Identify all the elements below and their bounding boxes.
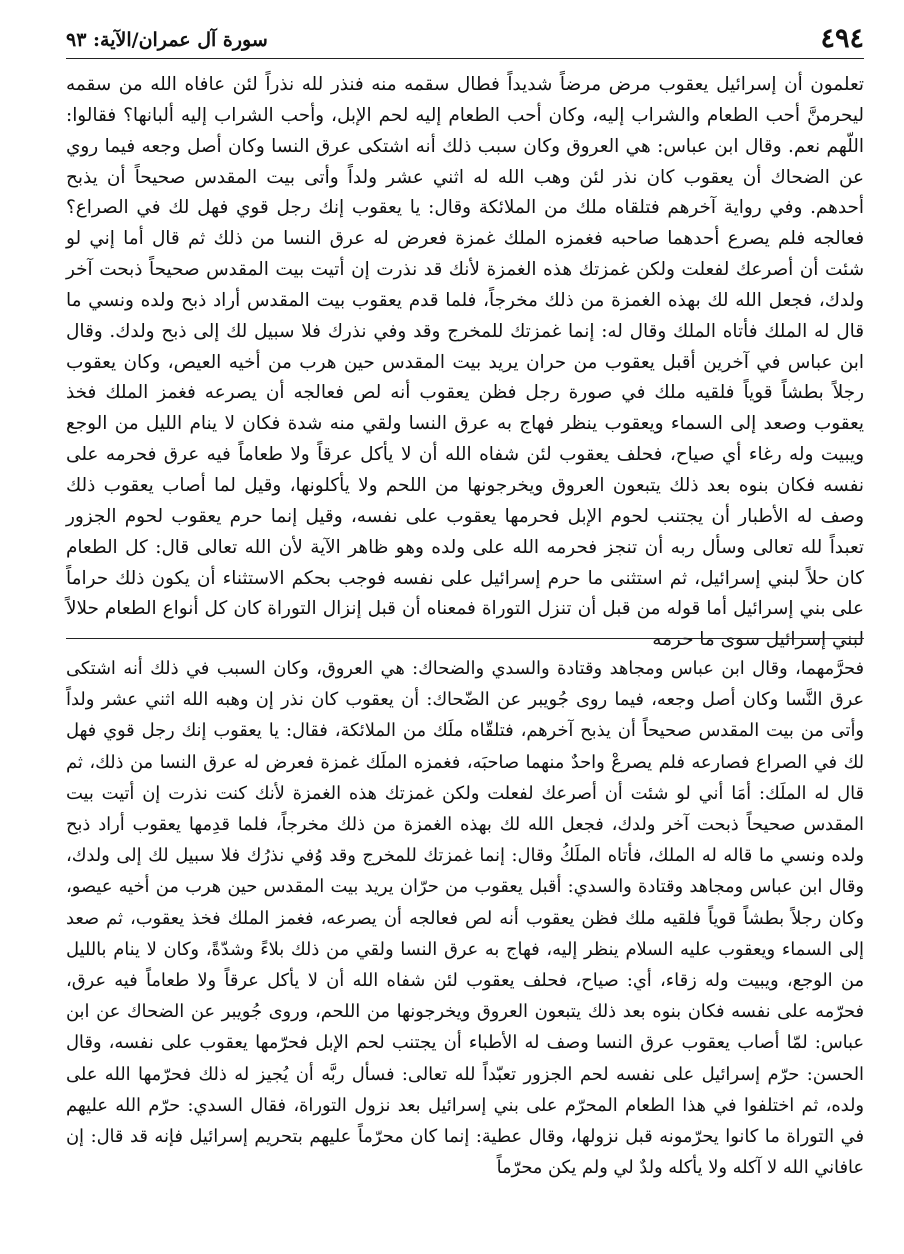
main-paragraph: تعلمون أن إسرائيل يعقوب مرض مرضاً شديداً فطال سقمه منه فنذر لله نذراً لئن عافاه الله من سقمه ليحرمنَّ أحب الطعام والشراب إليه، وكان أحب الطعام إليه لحم الإبل، وأحب الشراب إليه ألبانها؟ فقالوا: اللّهم نعم. وقال ابن عباس: هي العروق وكان سبب ذلك أنه اشتكى عرق النسا وكان أصل وجعه فيما روي عن الضحاك أن يعقوب كان نذر لئن وهب الله له اثني عشر ولداً وأتى بيت المقدس صحيحاً أن يذبح أحدهم. وفي رواية آخرهم فتلقاه ملك من الملائكة وقال: يا يعقوب إنك رجل قوي فهل لك في الصراع؟ فعالجه فلم يصرع أحدهما صاحبه فغمزه الملك غمزة فعرض له عرق النسا من ذلك ثم قال أما إني لو شئت أن أصرعك لفعلت ولكن غمزتك هذه الغمزة لأنك قد نذرت إن أتيت بيت المقدس صحيحاً ذبحت آخر ولدك، فجعل الله لك بهذه الغمزة من ذلك مخرجاً، فلما قدم يعقوب بيت المقدس أراد ذبح ولده ونسي ما قال له الملك فأتاه الملك وقال له: إنما غمزتك للمخرج وقد وفي نذرك فلا سبيل لك إلى ذبح ولدك. وقال ابن عباس في آخرين أقبل يعقوب من حران يريد بيت المقدس حين هرب من أخيه العيص، وكان يعقوب رجلاً بطشاً قوياً فلقيه ملك في صورة رجل فظن يعقوب أنه لص فعالجه أن يصرعه فغمز الملك فخذ يعقوب وصعد إلى السماء ويعقوب ينظر فهاج به عرق النسا ولقي منه شدة فكان لا ينام الليل من الوجع ويبيت وله رغاء أي صياح، فحلف يعقوب لئن شفاه الله أن لا يأكل عرقاً ولا طعاماً فيه عرق فحرمه على نفسه فكان بنوه بعد ذلك يتبعون العروق ويخرجونها من اللحم ولا يأكلونها، وقيل لما أصاب يعقوب ذلك وصف له الأطبار أن يجتنب لحوم الإبل فحرمها يعقوب على نفسه، وقيل إنما حرم يعقوب لحوم الجزور تعبداً لله تعالى وسأل ربه أن تنجز فحرمه الله على ولده وهو ظاهر الآية لأن الله تعالى قال: كل الطعام كان حلاً لبني إسرائيل، ثم استثنى ما حرم إسرائيل على نفسه فوجب بحكم الاستثناء أن يكون ذلك حراماً على بني إسرائيل أما قوله من قبل أن تنزل التوراة فمعناه أن قبل إنزال التوراة كان كل أنواع الطعام حلالاً لبني إسرائيل سوى ما حرمه [66, 74, 864, 651]
main-text-block [66, 70, 864, 656]
page-header [66, 22, 864, 56]
page-number: ٤٩٤ [820, 23, 864, 54]
commentary-paragraph: فحرَّمهما، وقال ابن عباس ومجاهد وقتادة والسدي والضحاك: هي العروق، وكان السبب في ذلك أنه اشتكى عرق النَّسا وكان أصل وجعه، فيما روى جُويبر عن الضّحاك: أن يعقوب كان نذر إن وهبه الله اثني عشر ولداً وأتى من بيت المقدس صحيحاً أن يذبح آخرهم، فتلقّاه ملَك من الملائكة، فقال: يا يعقوب إنك رجل قوي فهل لك في الصراع فصارعه فلم يصرعْ واحدٌ منهما صاحبَه، فغمزه الملَك غمزة فعرض له عرق النسا من ذلك، ثم قال له الملَك: أمَا أني لو شئت أن أصرعك لفعلت ولكن غمزتك هذه الغمزة لأنك كنت نذرت إن أتيت بيت المقدس صحيحاً ذبحت آخر ولدك، فجعل الله لك بهذه الغمزة من ذلك مخرجاً، فلما قدِمها يعقوب أراد ذبح ولده ونسي ما قاله له الملك، فأتاه الملَكُ وقال: إنما غمزتك للمخرج وقد وُفي نذرُك فلا سبيل لك إلى ولدك، وقال ابن عباس ومجاهد وقتادة والسدي: أقبل يعقوب من حرّان يريد بيت المقدس حين هرب من أخيه عيصو، وكان رجلاً بطشاً قوياً فلقيه ملك فظن يعقوب أنه لص فعالجه أن يصرعه، فغمز الملك فخذ يعقوب، ثم صعد إلى السماء ويعقوب عليه السلام ينظر إليه، فهاج به عرق النسا ولقي من ذلك بلاءً وشدّةً، وكان لا ينام بالليل من الوجع، ويبيت وله زقاء، أي: صياح، فحلف يعقوب لئن شفاه الله أن لا يأكل عرقاً ولا طعاماً فيه عرق، فحرّمه على نفسه فكان بنوه بعد ذلك يتبعون العروق ويخرجونها من اللحم، وروى جُويبر عن الضحاك عن ابن عباس: لمّا أصاب يعقوب عرق النسا وصف له الأطباء أن يجتنب لحم الإبل فحرّمها يعقوب على نفسه، وقال الحسن: حرّم إسرائيل على نفسه لحم الجزور تعبّداً لله تعالى: فسأل ربَّه أن يُجيز له ذلك فحرّمها الله على ولده، ثم اختلفوا في هذا الطعام المحرّم على بني إسرائيل بعد نزول التوراة، فقال السدي: حرّم الله عليهم في التوراة ما كانوا يحرّمونه قبل نزولها، وقال عطية: إنما كان محرّماً عليهم بتحريم إسرائيل فإنه قد قال: إن عافاني الله لا آكله ولا يأكله ولدٌ لي ولم يكن محرّماً [66, 658, 864, 1179]
header-divider [66, 58, 864, 59]
commentary-block [66, 653, 864, 1183]
footnote-divider [66, 638, 864, 639]
running-title: سورة آل عمران/الآية: ٩٣ [66, 29, 268, 51]
